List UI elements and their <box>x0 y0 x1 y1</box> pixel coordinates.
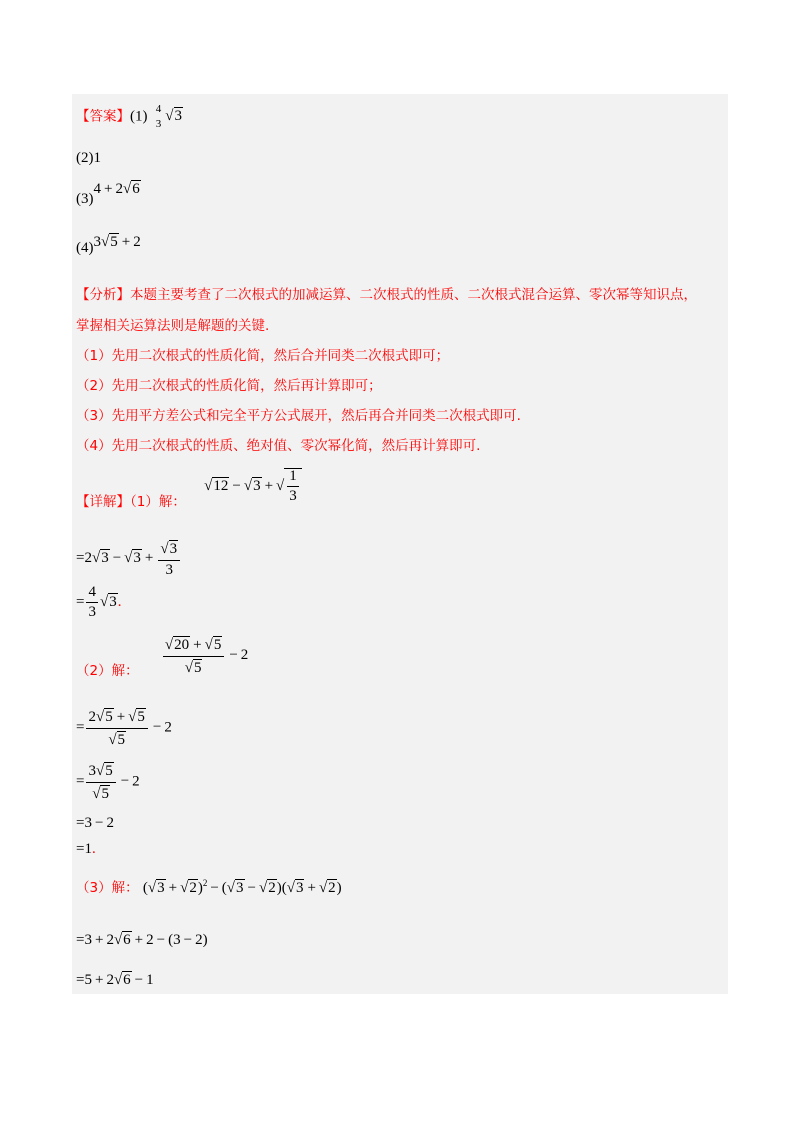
analysis-step-1: （1）先用二次根式的性质化简，然后合并同类二次根式即可； <box>76 348 450 364</box>
answer-3-expr: 4 + 2√6 <box>93 181 140 197</box>
answer-line-4: (4)3√5 + 2 <box>76 234 141 256</box>
analysis-step-4: （4）先用二次根式的性质、绝对值、零次幂化简，然后再计算即可. <box>76 438 481 454</box>
analysis-label: 【分析】 <box>76 287 130 303</box>
detail-2-step-4: =1. <box>76 841 96 857</box>
detail-3-problem: $(√3 + √2)^2 - (√3 - √2)(√3 + √2)$ <box>142 878 342 896</box>
detail-3-line: （3）解： $(√3 + √2)^2 - (√3 - √2)(√3 + √2)$ <box>76 878 342 896</box>
detail-2-step-2: = $\frac{3√5}{√5}$ − 2 <box>76 763 140 802</box>
detail-1-line: 【详解】（1）解： √12 − √3 + √ $\frac{1}{3}$ <box>76 468 302 504</box>
detail-3-step-1: =3 + 2√6 + 2 − (3 − 2) <box>76 932 208 948</box>
answer-line-3: (3)4 + 2√6 <box>76 181 140 207</box>
analysis-line-1: 【分析】本题主要考查了二次根式的加减运算、二次根式的性质、二次根式混合运算、零次幂等知识点， <box>76 287 697 303</box>
detail-2-problem: $\frac{√20 + √5}{√5}$ − 2 <box>164 637 249 676</box>
detail-3-step-2: =5 + 2√6 − 1 <box>76 972 154 988</box>
answer-4-expr: 3√5 + 2 <box>93 234 141 250</box>
answer-line-2: (2)1 <box>76 150 101 166</box>
analysis-step-3: （3）先用平方差公式和完全平方公式展开，然后再合并同类二次根式即可. <box>76 408 521 424</box>
detail-2-step-3: =3 − 2 <box>76 815 114 831</box>
detail-label: 【详解】 <box>76 493 130 510</box>
answer-label: 【答案】 <box>76 108 130 125</box>
answer-line-1: 【答案】(1) 4 3 √3 <box>76 103 183 130</box>
detail-1-step-1: =2√3 − √3 + $\frac{√3}{3}$ <box>76 540 182 578</box>
detail-2-line: （2）解： $\frac{√20 + √5}{√5}$ − 2 <box>76 637 249 680</box>
analysis-step-2: （2）先用二次根式的性质化简，然后再计算即可； <box>76 378 382 394</box>
analysis-line-2: 掌握相关运算法则是解题的关键. <box>76 318 270 334</box>
detail-2-step-1: = $\frac{2√5 + √5}{√5}$ − 2 <box>76 709 172 748</box>
detail-1-problem: √12 − √3 + √ $\frac{1}{3}$ <box>204 478 302 494</box>
detail-1-step-2: = $\frac{4}{3}$ √3. <box>76 584 122 620</box>
answer-1-expr: 4 3 √3 <box>155 103 183 130</box>
